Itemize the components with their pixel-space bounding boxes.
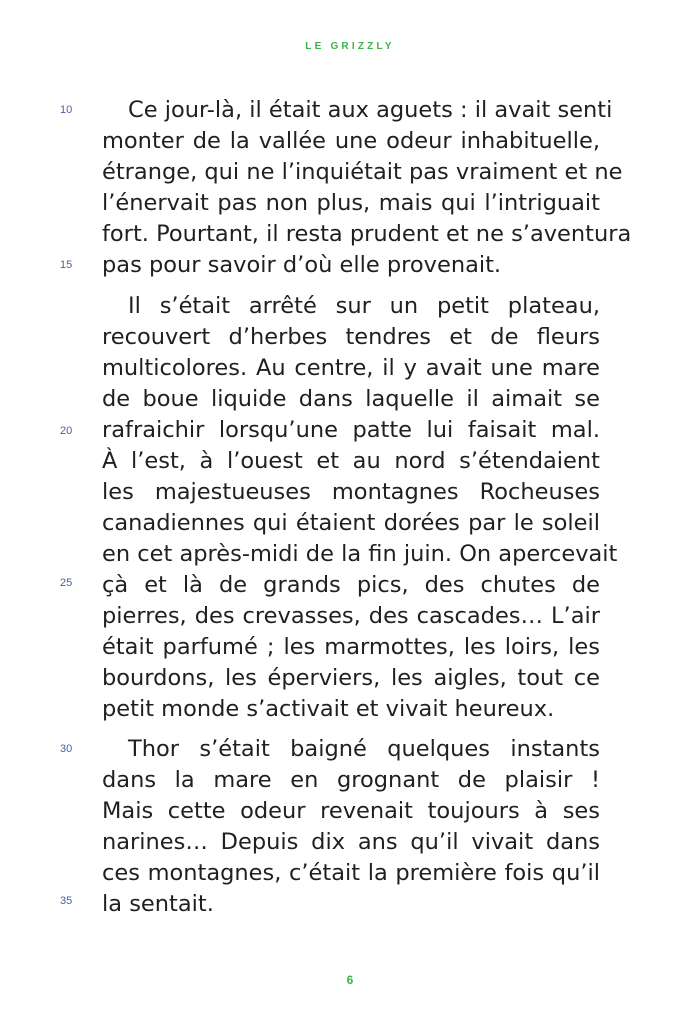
text-line: recouvert d’herbes tendres et de fleurs	[102, 324, 600, 350]
text-line: narines… Depuis dix ans qu’il vivait dans	[102, 829, 600, 855]
text-line: monter de la vallée une odeur inhabituelle,	[102, 128, 600, 154]
text-line: Thor s’était baigné quelques instants	[128, 736, 600, 762]
text-line: multicolores. Au centre, il y avait une mare	[102, 355, 600, 381]
text-line: canadiennes qui étaient dorées par le soleil	[102, 510, 600, 536]
line-number-35: 35	[60, 895, 73, 907]
text-line: en cet après-midi de la fin juin. On apercevait	[102, 541, 618, 567]
text-line: çà et là de grands pics, des chutes de	[102, 572, 600, 598]
running-head-title: LE GRIZZLY	[305, 41, 395, 52]
text-line: la sentait.	[102, 891, 214, 917]
text-line: les majestueuses montagnes Rocheuses	[102, 479, 600, 505]
line-number-10: 10	[60, 104, 73, 116]
text-line: Ce jour-là, il était aux aguets : il avait senti	[128, 97, 613, 123]
text-line: l’énervait pas non plus, mais qui l’intriguait	[102, 190, 600, 216]
text-line: Mais cette odeur revenait toujours à ses	[102, 798, 600, 824]
text-line: était parfumé ; les marmottes, les loirs, les	[102, 634, 600, 660]
line-number-25: 25	[60, 577, 73, 589]
line-number-20: 20	[60, 425, 73, 437]
text-line: ces montagnes, c’était la première fois qu’il	[102, 860, 600, 886]
text-line: fort. Pourtant, il resta prudent et ne s’aventura	[102, 221, 632, 247]
text-line: bourdons, les éperviers, les aigles, tout ce	[102, 665, 600, 691]
text-line: petit monde s’activait et vivait heureux.	[102, 696, 555, 722]
text-line: pas pour savoir d’où elle provenait.	[102, 252, 502, 278]
text-line: À l’est, à l’ouest et au nord s’étendaient	[102, 448, 600, 474]
text-line: étrange, qui ne l’inquiétait pas vraiment et ne	[102, 159, 623, 185]
text-line: rafraichir lorsqu’une patte lui faisait mal.	[102, 417, 600, 443]
text-line: Il s’était arrêté sur un petit plateau,	[128, 293, 600, 319]
text-line: de boue liquide dans laquelle il aimait se	[102, 386, 600, 412]
text-line: dans la mare en grognant de plaisir !	[102, 767, 600, 793]
page-number: 6	[346, 973, 354, 987]
line-number-15: 15	[60, 259, 73, 271]
line-number-30: 30	[60, 743, 73, 755]
text-line: pierres, des crevasses, des cascades… L’air	[102, 603, 600, 629]
